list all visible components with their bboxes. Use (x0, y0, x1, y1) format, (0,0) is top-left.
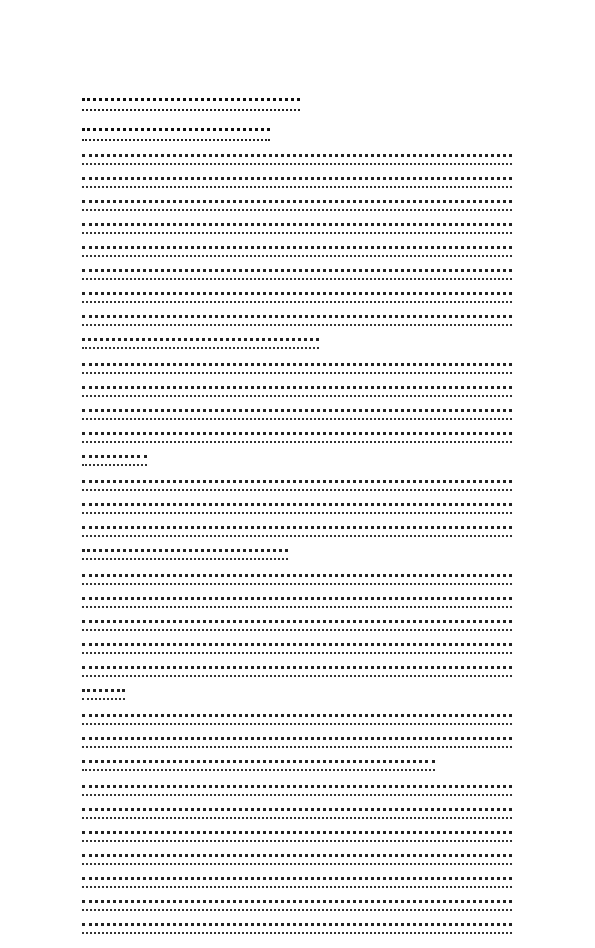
text-line (82, 877, 512, 888)
text-line (82, 269, 512, 280)
text-line (82, 503, 512, 514)
text-line (82, 760, 435, 771)
text-line (82, 854, 512, 865)
text-line (82, 200, 512, 211)
text-line (82, 597, 512, 608)
text-line (82, 737, 512, 748)
text-line (82, 923, 512, 934)
text-line (82, 386, 512, 397)
document-title (82, 98, 300, 111)
paragraph (82, 363, 512, 466)
text-line (82, 785, 512, 796)
text-line (82, 409, 512, 420)
text-line (82, 574, 512, 585)
paragraph (82, 785, 512, 934)
text-line (82, 154, 512, 165)
text-line (82, 714, 512, 725)
text-line (82, 315, 512, 326)
text-line (82, 666, 512, 677)
paragraph (82, 714, 512, 771)
text-line (82, 432, 512, 443)
text-line (82, 643, 512, 654)
text-line (82, 363, 512, 374)
text-line (82, 223, 512, 234)
text-line (82, 808, 512, 819)
text-line (82, 620, 512, 631)
paragraph (82, 574, 512, 700)
text-line (82, 831, 512, 842)
text-line (82, 338, 319, 349)
text-line (82, 292, 512, 303)
text-line (82, 689, 125, 700)
document-subtitle (82, 128, 270, 141)
paragraph (82, 480, 512, 560)
text-line (82, 480, 512, 491)
text-line (82, 900, 512, 911)
document-body (82, 154, 512, 948)
text-line (82, 455, 147, 466)
text-line (82, 549, 288, 560)
text-line (82, 246, 512, 257)
text-line (82, 177, 512, 188)
text-line (82, 526, 512, 537)
paragraph (82, 154, 512, 349)
